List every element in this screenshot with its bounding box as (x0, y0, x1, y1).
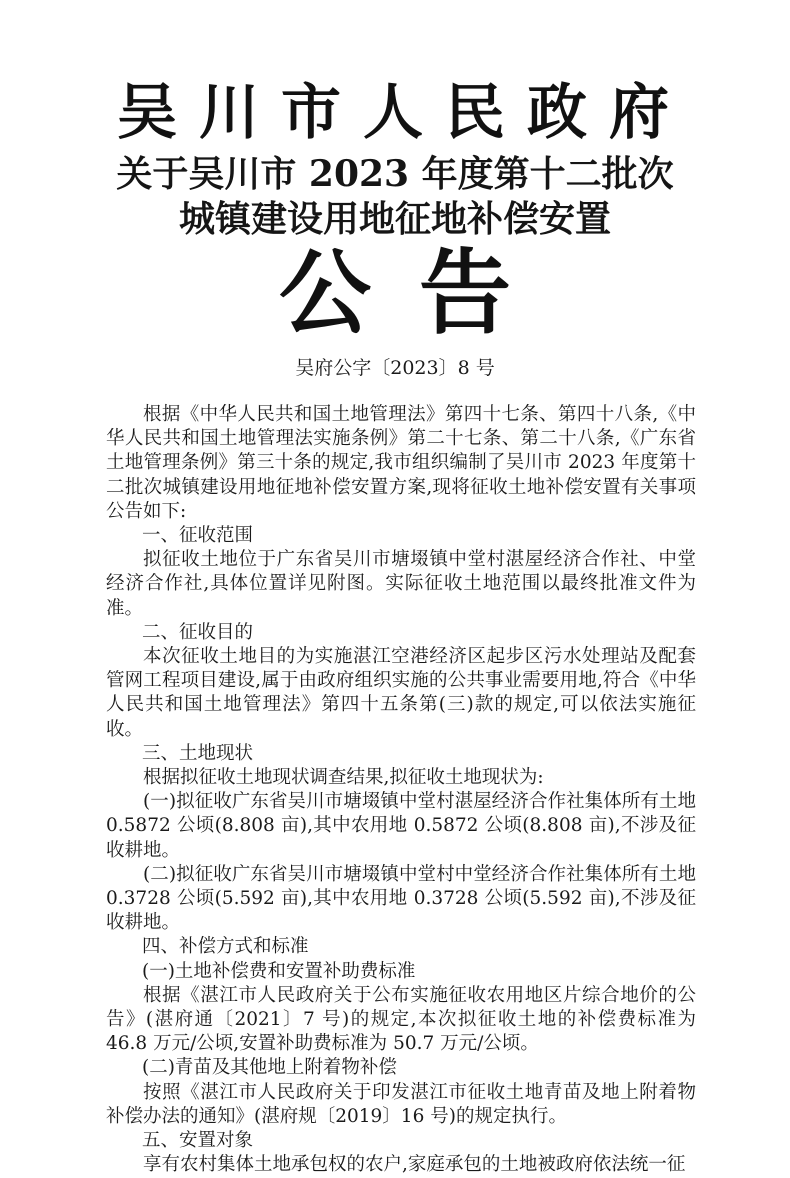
section-heading: 四、补偿方式和标准 (142, 936, 309, 958)
notice-label: 公告 (278, 239, 559, 347)
paragraph-preamble: 根据《中华人民共和国土地管理法》第四十七条、第四十八条,《中华人民共和国土地管理法实施条例》第二十七条、第二十八条,《广东省土地管理条例》第三十条的规定,我市组织编制了吴川市 2023 年度第十二批次城镇建设用地征地补偿安置方案,现将征收土地补偿安置有关事项公告如下: (106, 404, 696, 522)
notice-title-line-1: 关于吴川市 2023 年度第十二批次 (116, 153, 674, 195)
issuer-title: 吴川市人民政府 (117, 78, 691, 148)
paragraph: (一)拟征收广东省吴川市塘㙍镇中堂村湛屋经济合作社集体所有土地 0.5872 公顷(8.808 亩),其中农用地 0.5872 公顷(8.808 亩),不涉及征收耕地。 (106, 791, 696, 861)
section-heading: 五、安置对象 (142, 1130, 254, 1152)
section-heading: 一、征收范围 (142, 525, 254, 547)
section-heading: 三、土地现状 (142, 742, 254, 764)
paragraph: 根据《湛江市人民政府关于公布实施征收农用地区片综合地价的公告》(湛府通〔2021〕7 号)的规定,本次拟征收土地的补偿费标准为 46.8 万元/公顷,安置补助费标准为 50.7 万元/公顷。 (106, 984, 696, 1055)
paragraph: 拟征收土地位于广东省吴川市塘㙍镇中堂村湛屋经济合作社、中堂经济合作社,具体位置详见附图。实际征收土地范围以最终批准文件为准。 (106, 549, 696, 619)
paragraph: 本次征收土地目的为实施湛江空港经济区起步区污水处理站及配套管网工程项目建设,属于由政府组织实施的公共事业需要用地,符合《中华人民共和国土地管理法》第四十五条第(三)款的规定,可以依法实施征收。 (106, 646, 696, 740)
notice-title-line-2: 城镇建设用地征地补偿安置 (178, 198, 611, 240)
paragraph: 根据拟征收土地现状调查结果,拟征收土地现状为: (143, 767, 544, 789)
paragraph: 享有农村集体土地承包权的农户,家庭承包的土地被政府依法统一征 (143, 1154, 686, 1176)
notice-body (106, 403, 696, 1178)
paragraph: 按照《湛江市人民政府关于印发湛江市征收土地青苗及地上附着物补偿办法的通知》(湛府规〔2019〕16 号)的规定执行。 (106, 1081, 696, 1127)
paragraph: (二)拟征收广东省吴川市塘㙍镇中堂村中堂经济合作社集体所有土地 0.3728 公顷(5.592 亩),其中农用地 0.3728 公顷(5.592 亩),不涉及征收耕地。 (106, 863, 696, 934)
sub-heading: (一)土地补偿费和安置补助费标准 (142, 960, 416, 982)
section-heading: 二、征收目的 (142, 621, 254, 643)
document-number: 吴府公字〔2023〕8 号 (295, 357, 495, 379)
sub-heading: (二)青苗及其他地上附着物补偿 (142, 1057, 397, 1079)
